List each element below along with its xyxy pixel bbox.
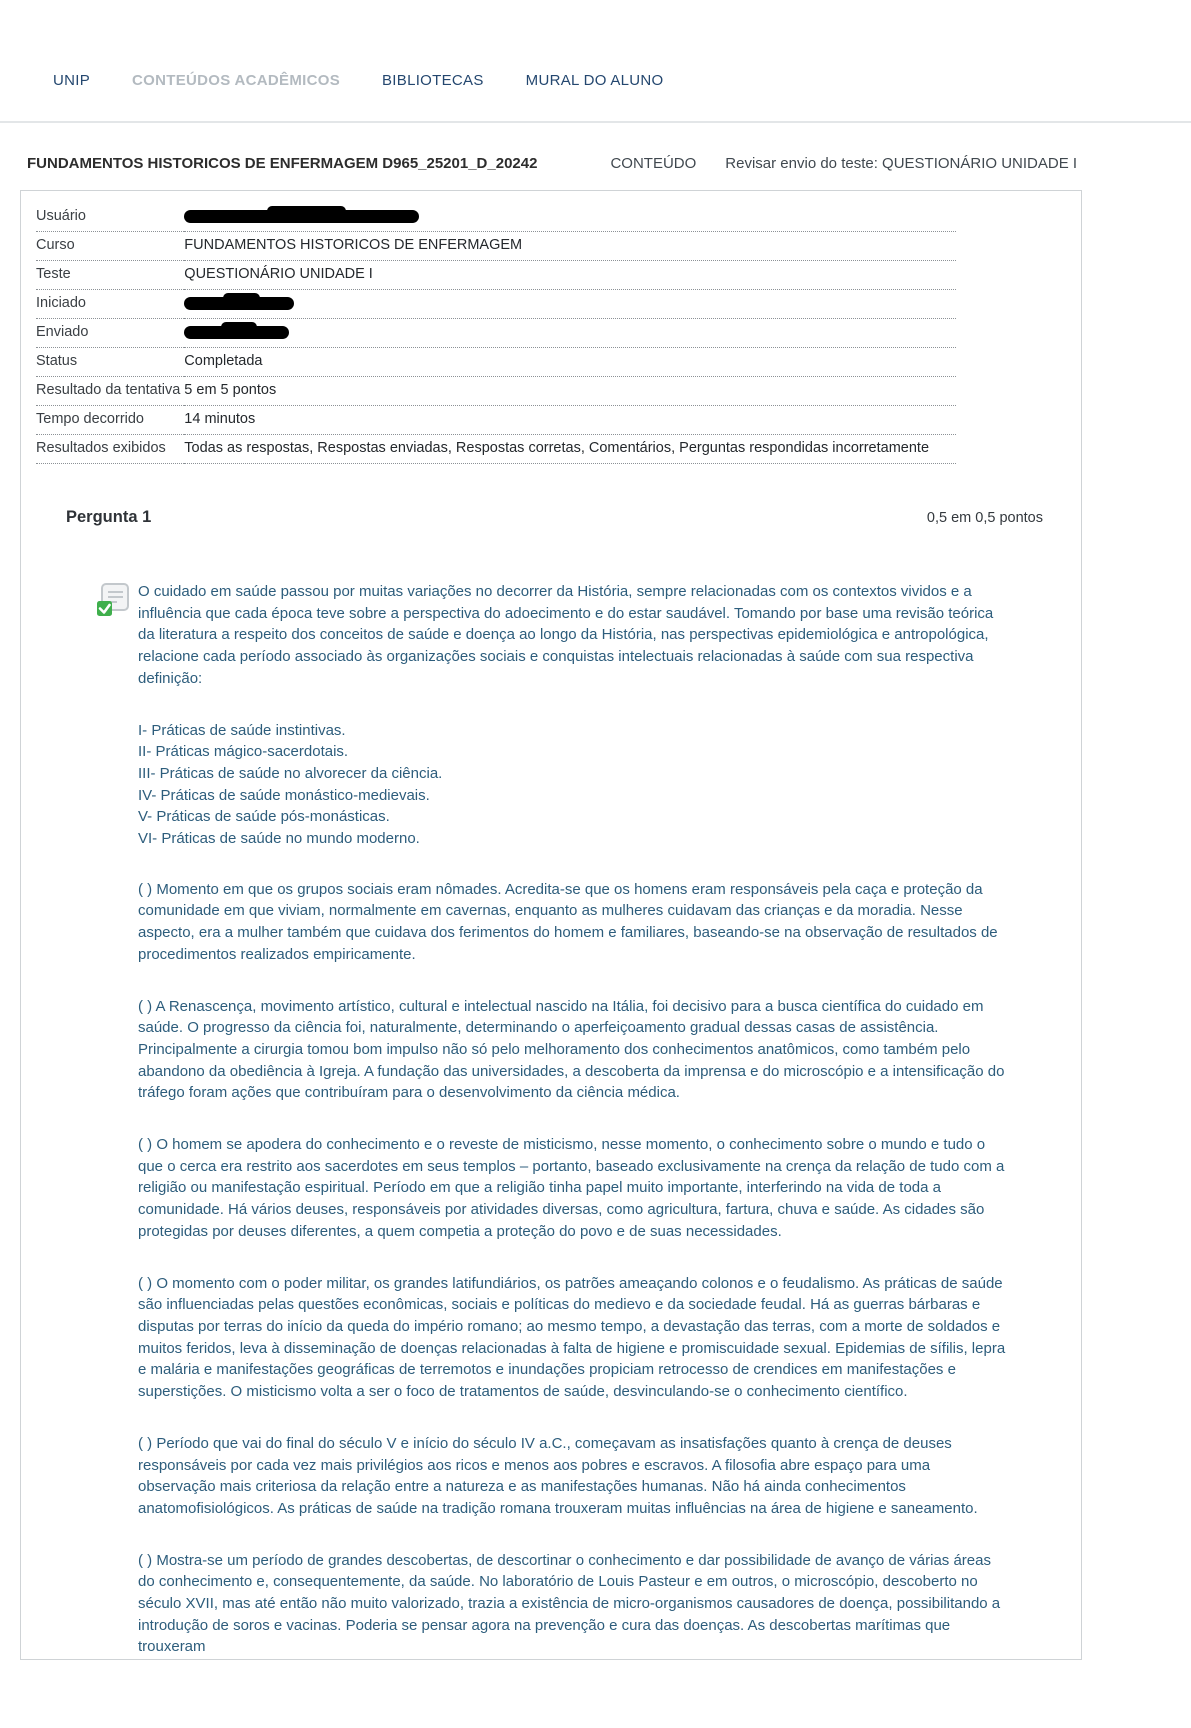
info-label: Teste <box>36 261 184 290</box>
info-row-iniciado <box>36 290 956 319</box>
info-row-curso <box>36 232 956 261</box>
test-review-panel <box>20 190 1082 1660</box>
course-title: FUNDAMENTOS HISTORICOS DE ENFERMAGEM D965_25201_D_20242 <box>27 155 538 172</box>
info-label: Resultado da tentativa <box>36 377 184 406</box>
info-value <box>184 290 956 319</box>
top-navigation <box>0 0 1191 89</box>
question-paragraph: ( ) O homem se apodera do conhecimento e o reveste de misticismo, nesse momento, o conhecimento sobre o mundo e tudo o que o cerca era restrito aos sacerdotes em seus templos – portanto, baseado exclusivamente na crença da relação de tudo com a religião ou manifestação espiritual. Período em que a religião tinha papel muito importante, interferindo na vida de toda a comunidade. Há vários deuses, responsáveis por atividades diversas, como agricultura, fartura, chuva e saúde. As cidades são protegidas por deuses diferentes, a quem competia a proteção do povo e de suas necessidades. <box>138 1136 1005 1240</box>
info-value: Todas as respostas, Respostas enviadas, Respostas corretas, Comentários, Perguntas respondidas incorretamente <box>184 435 956 464</box>
info-row-resultado <box>36 377 956 406</box>
info-value <box>184 319 956 348</box>
info-row-resultados-exibidos <box>36 435 956 464</box>
info-row-usuario <box>36 203 956 232</box>
info-row-teste <box>36 261 956 290</box>
question-paragraph: ( ) O momento com o poder militar, os grandes latifundiários, os patrões ameaçando colonos e o feudalismo. As práticas de saúde são influenciadas pelas questões econômicas, sociais e políticas do medievo e da sociedade feudal. Há as guerras bárbaras e disputas por terras do início da queda do império romano; ao mesmo tempo, a devastação das terras, com a morte de soldados e muitos feridos, leva à disseminação de doenças relacionadas à falta de higiene e promiscuidade sexual. Epidemias de sífilis, lepra e malária e manifestações geográficas de terremotos e inundações propiciam retrocesso de crendices em manifestações e superstições. O misticismo volta a ser o foco de tratamentos de saúde, desvinculando-se o conhecimento científico. <box>138 1274 1006 1401</box>
question-paragraph: ( ) A Renascença, movimento artístico, cultural e intelectual nascido na Itália, foi decisivo para a busca científica do cuidado em saúde. O progresso da ciência foi, naturalmente, determinando o aperfeiçoamento gradual dessas casas de assistência. Principalmente a cirurgia tomou bom impulso não só pelo melhoramento dos conhecimentos anatômicos, como também pelo abandono da obediência à Igreja. A fundação das universidades, a descoberta da imprensa e do microscópio e a intensificação do tráfego foram ações que contribuíram para o desenvolvimento da ciência médica. <box>138 997 1005 1102</box>
list-item: IV- Práticas de saúde monástico-medievais. <box>138 786 430 804</box>
info-row-status <box>36 348 956 377</box>
question-intro: O cuidado em saúde passou por muitas variações no decorrer da História, sempre relacionadas com os contextos vividos e a influência que cada época teve sobre a perspectiva do adoecimento e do estar saudável. Tomando por base uma revisão teórica da literatura a respeito dos conceitos de saúde e doença ao longo da História, nas perspectivas epidemiológica e antropológica, relacione cada período associado às organizações sociais e conquistas intelectuais relacionadas à saúde com sua respectiva definição: <box>138 583 994 687</box>
info-label: Curso <box>36 232 184 261</box>
question-header <box>21 508 1081 527</box>
info-value: 5 em 5 pontos <box>184 377 956 406</box>
redaction-bar <box>184 326 289 339</box>
nav-item-bibliotecas[interactable]: BIBLIOTECAS <box>382 72 484 89</box>
nav-item-unip[interactable]: UNIP <box>53 72 91 89</box>
info-label: Tempo decorrido <box>36 406 184 435</box>
correct-answer-check-icon <box>97 583 130 1688</box>
nav-links <box>53 72 1191 89</box>
question-1-panel <box>21 508 1081 1728</box>
page-title: Revisar envio do teste: QUESTIONÁRIO UNIDADE I <box>725 155 1078 172</box>
info-value: Completada <box>184 348 956 377</box>
list-item: II- Práticas mágico-sacerdotais. <box>138 743 349 761</box>
submission-info-table <box>36 203 956 464</box>
info-value <box>184 203 956 232</box>
list-item: VI- Práticas de saúde no mundo moderno. <box>138 830 420 848</box>
question-paragraph: ( ) Mostra-se um período de grandes descobertas, de descortinar o conhecimento e dar possibilidade de avanço de várias áreas do conhecimento e, consequentemente, da saúde. No laboratório de Louis Pasteur e em outros, o microscópio, descoberto no século XVII, mas até então não muito valorizado, trazia a existência de micro-organismos causadores de doença, possibilitando a introdução de soros e vacinas. Poderia se pensar agora na prevenção e cura das doenças. As descobertas marítimas que trouxeram <box>138 1551 1001 1656</box>
list-item: III- Práticas de saúde no alvorecer da ciência. <box>138 764 443 782</box>
question-points: 0,5 em 0,5 pontos <box>926 510 1043 526</box>
info-label: Iniciado <box>36 290 184 319</box>
info-value: QUESTIONÁRIO UNIDADE I <box>184 261 956 290</box>
info-label: Usuário <box>36 203 184 232</box>
info-label: Status <box>36 348 184 377</box>
info-value: FUNDAMENTOS HISTORICOS DE ENFERMAGEM <box>184 232 956 261</box>
question-roman-list <box>138 720 1011 850</box>
info-row-enviado <box>36 319 956 348</box>
question-text <box>138 581 1011 1688</box>
list-item: I- Práticas de saúde instintivas. <box>138 721 346 739</box>
redaction-bar <box>184 297 294 310</box>
info-label: Enviado <box>36 319 184 348</box>
question-paragraph: ( ) Período que vai do final do século V e início do século IV a.C., começavam as insatisfações quanto à crença de deuses responsáveis por cada vez mais privilégios aos ricos e menos aos pobres e escravos. A filosofia abre espaço para uma observação mais criteriosa da relação entre a natureza e as manifestações humanas. Não há ainda conhecimentos anatomofisiológicos. As práticas de saúde na tradição romana trouxeram muitas influências na área de higiene e saneamento. <box>138 1434 978 1517</box>
info-label: Resultados exibidos <box>36 435 184 464</box>
nav-item-mural-do-aluno[interactable]: MURAL DO ALUNO <box>525 72 664 89</box>
question-title: Pergunta 1 <box>66 508 152 526</box>
nav-item-conteudos-academicos[interactable]: CONTEÚDOS ACADÊMICOS <box>132 72 340 89</box>
question-body <box>21 581 1081 1728</box>
list-item: V- Práticas de saúde pós-monásticas. <box>138 808 390 826</box>
redaction-bar <box>184 210 419 223</box>
question-paragraph: ( ) Momento em que os grupos sociais eram nômades. Acredita-se que os homens eram responsáveis pela caça e proteção da comunidade em que viviam, normalmente em cavernas, enquanto as mulheres cuidavam das crianças e da moradia. Nesse aspecto, era a mulher também que cuidava dos ferimentos do homem e familiares, baseando-se na observação de resultados de procedimentos realizados empiricamente. <box>138 880 998 963</box>
breadcrumb-conteudo-link[interactable]: CONTEÚDO <box>610 155 697 172</box>
page-header <box>0 123 1191 172</box>
info-value: 14 minutos <box>184 406 956 435</box>
info-row-tempo <box>36 406 956 435</box>
